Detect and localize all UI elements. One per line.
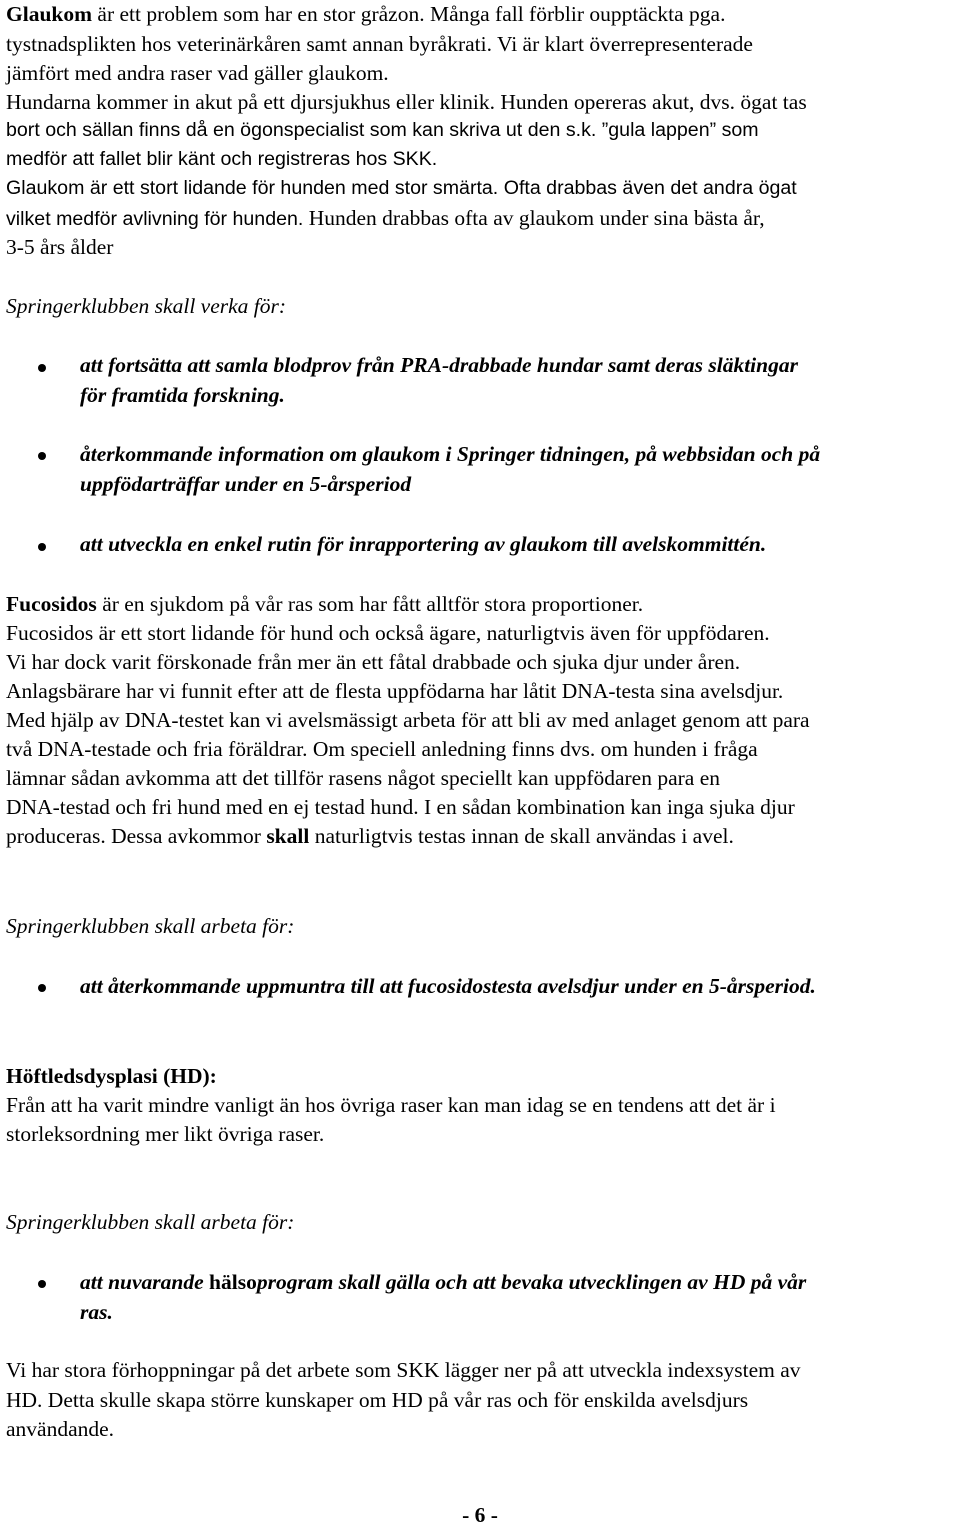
text-line: bort och sällan finns då en ögonspecialist som kan skriva ut den s.k. ”gula lappen” som: [6, 119, 759, 141]
text-line: lämnar sådan avkomma att det tillför rasens något speciellt kan uppfödaren para en: [6, 766, 721, 790]
text-line: storleksordning mer likt övriga raser.: [6, 1122, 325, 1146]
text-line: användande.: [6, 1417, 115, 1441]
text-line: Från att ha varit mindre vanligt än hos övriga raser kan man idag se en tendens att det är i: [6, 1093, 776, 1117]
text-line: Glaukom är ett problem som har en stor gråzon. Många fall förblir oupptäckta pga.: [6, 2, 726, 26]
bullet-text: att återkommande uppmuntra till att fucosidostesta avelsdjur under en 5-årsperiod.: [80, 974, 816, 998]
bullet-text: för framtida forskning.: [80, 383, 285, 407]
text-line: två DNA-testade och fria föräldrar. Om speciell anledning finns dvs. om hunden i fråga: [6, 737, 758, 761]
text-line: DNA-testad och fri hund med en ej testad hund. I en sådan kombination kan inga sjuka djur: [6, 795, 795, 819]
fucosidos-term: Fucosidos: [6, 592, 97, 616]
text-line: vilket medför avlivning för hunden. Hunden drabbas ofta av glaukom under sina bästa år,: [6, 206, 765, 230]
text-line: medför att fallet blir känt och registreras hos SKK.: [6, 148, 438, 170]
text-line: Hundarna kommer in akut på ett djursjukhus eller klinik. Hunden opereras akut, dvs. ögat tas: [6, 90, 807, 114]
bullet-text: uppfödarträffar under en 5-årsperiod: [80, 472, 412, 496]
bullet-icon: [38, 1280, 46, 1288]
bullet-text: att fortsätta att samla blodprov från PRA-drabbade hundar samt deras släktingar: [80, 353, 798, 377]
bullet-icon: [38, 543, 46, 551]
bullet-text: att nuvarande hälsoprogram skall gälla och att bevaka utvecklingen av HD på vår: [80, 1270, 807, 1294]
text-line: 3-5 års ålder: [6, 235, 114, 259]
text-line: jämfört med andra raser vad gäller glaukom.: [6, 61, 389, 85]
text-line: Med hjälp av DNA-testet kan vi avelsmässigt arbeta för att bli av med anlaget genom att para: [6, 708, 810, 732]
hd-heading: Höftledsdysplasi (HD):: [6, 1064, 217, 1088]
page-number: - 6 -: [462, 1503, 498, 1527]
text-line: Fucosidos är ett stort lidande för hund och också ägare, naturligtvis även för uppfödaren.: [6, 621, 770, 645]
bullet-icon: [38, 364, 46, 372]
bullet-text: återkommande information om glaukom i Springer tidningen, på webbsidan och på: [80, 442, 821, 466]
bullet-text: att utveckla en enkel rutin för inrapportering av glaukom till avelskommittén.: [80, 532, 767, 556]
glaucoma-term: Glaukom: [6, 2, 93, 26]
section-heading: Springerklubben skall verka för:: [6, 294, 287, 318]
section-heading: Springerklubben skall arbeta för:: [6, 1210, 295, 1234]
text-line: Vi har dock varit förskonade från mer än ett fåtal drabbade och sjuka djur under åren.: [6, 650, 741, 674]
bullet-icon: [38, 452, 46, 460]
text-line: Anlagsbärare har vi funnit efter att de flesta uppfödarna har låtit DNA-testa sina avelsdjur.: [6, 679, 784, 703]
text-line: Fucosidos är en sjukdom på vår ras som har fått alltför stora proportioner.: [6, 592, 644, 616]
bullet-icon: [38, 984, 46, 992]
text-line: Vi har stora förhoppningar på det arbete som SKK lägger ner på att utveckla indexsystem av: [6, 1358, 801, 1382]
text-line: tystnadsplikten hos veterinärkåren samt annan byråkrati. Vi är klart överrepresenterade: [6, 32, 753, 56]
text-line: HD. Detta skulle skapa större kunskaper om HD på vår ras och för enskilda avelsdjurs: [6, 1388, 749, 1412]
bullet-text: ras.: [80, 1300, 113, 1324]
text-line: produceras. Dessa avkommor skall naturligtvis testas innan de skall användas i avel.: [6, 824, 734, 848]
text-line: Glaukom är ett stort lidande för hunden med stor smärta. Ofta drabbas även det andra ögat: [6, 177, 797, 199]
section-heading: Springerklubben skall arbeta för:: [6, 914, 295, 938]
